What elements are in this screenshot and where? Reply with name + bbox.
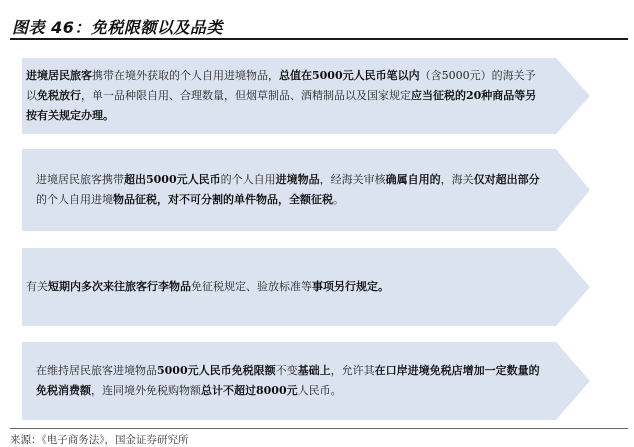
panel-3-text <box>26 277 389 297</box>
rule-panel-2 <box>22 149 590 231</box>
emphasis-text: 免税放行 <box>37 89 81 102</box>
emphasis-text: 基础上 <box>297 364 331 377</box>
emphasis-text: 事项另行规定。 <box>312 280 389 293</box>
panel-2-text <box>36 170 546 210</box>
body-text: 的个人自用进境 <box>36 193 113 206</box>
body-text: 免征税规定、验放标准等 <box>191 280 312 293</box>
emphasis-text: 应当征税的20种商品等另按有关规定办理。 <box>26 89 537 122</box>
body-text: ，允许其 <box>330 364 375 377</box>
source-note: 来源：《电子商务法》，国金证券研究所 <box>10 434 189 446</box>
body-text: （含5000元）的海关予以 <box>26 69 536 102</box>
body-text: 人民币。 <box>297 384 342 397</box>
emphasis-text: 仅对超出部分 <box>473 173 540 186</box>
body-text: 不变 <box>275 364 298 377</box>
body-text: 。 <box>333 193 344 206</box>
emphasis-text: 进境居民旅客 <box>26 69 92 82</box>
body-text: 携带在境外获取的个人自用进境物品， <box>92 69 279 82</box>
emphasis-text: 总值在5000元人民币笔以内 <box>279 69 420 82</box>
emphasis-text: 在口岸进境免税店增加一定数量的免税消费额 <box>36 364 540 397</box>
emphasis-text: 物品征税，对不可分割的单件物品，全额征税 <box>113 193 333 206</box>
panel-4-text <box>36 361 546 401</box>
body-text: 在维持居民旅客进境物品 <box>36 364 157 377</box>
title-rule <box>10 38 628 40</box>
body-text: ，海关 <box>440 173 474 186</box>
emphasis-text: 5000元人民币免税限额 <box>157 364 276 377</box>
emphasis-text: 确属自用的 <box>385 173 441 186</box>
rule-panel-3 <box>22 248 590 326</box>
body-text: 进境居民旅客携带 <box>36 173 124 186</box>
emphasis-text: 进境物品 <box>275 173 320 186</box>
emphasis-text: 超出5000元人民币 <box>124 173 221 186</box>
bottom-rule <box>10 428 628 429</box>
emphasis-text: 总计不超过8000元 <box>201 384 298 397</box>
body-text: ，经海关审核 <box>319 173 386 186</box>
body-text: 有关 <box>26 280 48 293</box>
body-text: 的个人自用 <box>220 173 276 186</box>
body-text: ，单一品种限自用、合理数量，但烟草制品、酒精制品以及国家规定 <box>81 89 411 102</box>
figure-title: 图表 46：免税限额以及品类 <box>12 18 223 37</box>
panel-1-text <box>26 66 546 126</box>
body-text: ，连同境外免税购物额 <box>91 384 201 397</box>
rule-panel-1 <box>22 58 590 134</box>
rule-panel-4 <box>22 342 590 420</box>
emphasis-text: 短期内多次来往旅客行李物品 <box>48 280 191 293</box>
